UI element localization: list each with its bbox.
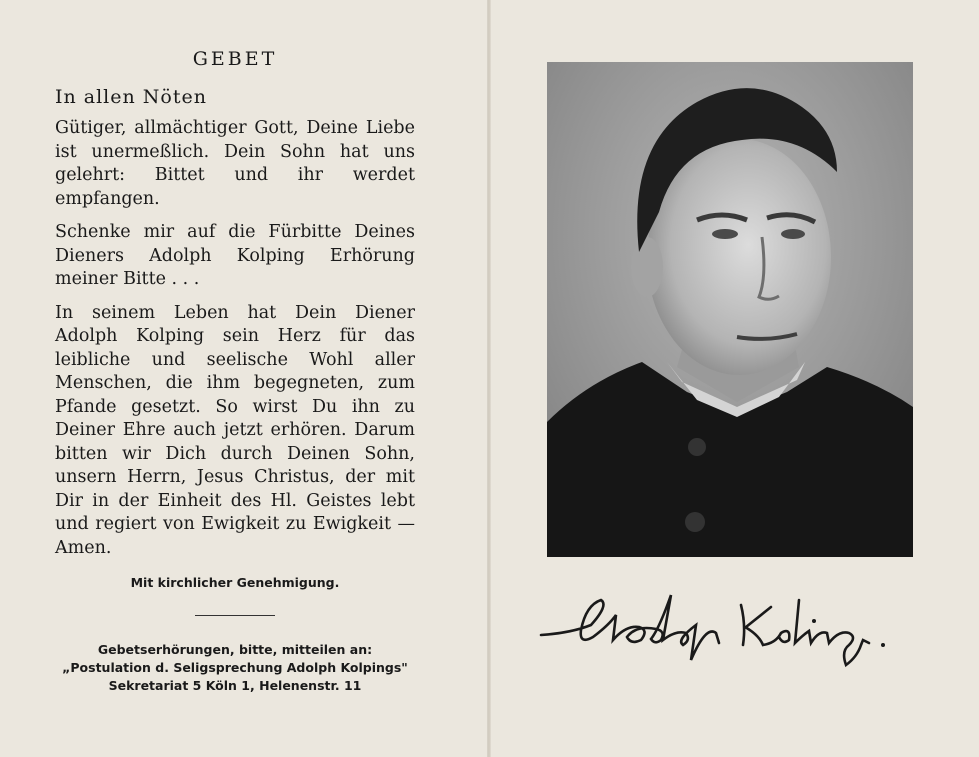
prayer-subtitle: In allen Nöten — [55, 86, 207, 108]
church-approval: Mit kirchlicher Genehmigung. — [130, 575, 340, 590]
contact-line-2: „Postulation d. Seligsprechung Adolph Kolpings" — [62, 660, 408, 675]
portrait-panel — [491, 0, 979, 757]
portrait-photo — [547, 62, 913, 557]
prayer-body — [55, 117, 415, 570]
divider-line — [195, 615, 275, 616]
prayer-paragraph-2: Schenke mir auf die Fürbitte Deines Dieners Adolph Kolping Erhörung meiner Bitte . . . — [55, 222, 415, 289]
contact-line-1: Gebetserhörungen, bitte, mitteilen an: — [97, 642, 373, 657]
prayer-paragraph-3: In seinem Leben hat Dein Diener Adolph Kolping sein Herz für das leibliche und seelische Wohl aller Menschen, die ihm begegneten, zum Pfande gesetzt. So wirst Du ihn zu Deiner Ehre auch jetzt erhören. Darum bitten wir Dich durch Deinen Sohn, unsern Herrn, Jesus Christus, der mit Dir in der Einheit des Hl. Geistes lebt und regiert von Ewigkeit zu Ewigkeit — Amen. — [55, 302, 415, 558]
prayer-panel — [0, 0, 487, 757]
contact-line-3: Sekretariat 5 Köln 1, Helenenstr. 11 — [108, 678, 362, 693]
signature-illustration — [531, 585, 941, 675]
prayer-paragraph-1: Gütiger, allmächtiger Gott, Deine Liebe ist unermeßlich. Dein Sohn hat uns gelehrt: Bittet und ihr werdet empfangen. — [55, 118, 415, 209]
signature — [531, 585, 941, 675]
contact-block — [0, 641, 470, 695]
prayer-title: GEBET — [192, 48, 278, 70]
portrait-illustration — [547, 62, 913, 557]
